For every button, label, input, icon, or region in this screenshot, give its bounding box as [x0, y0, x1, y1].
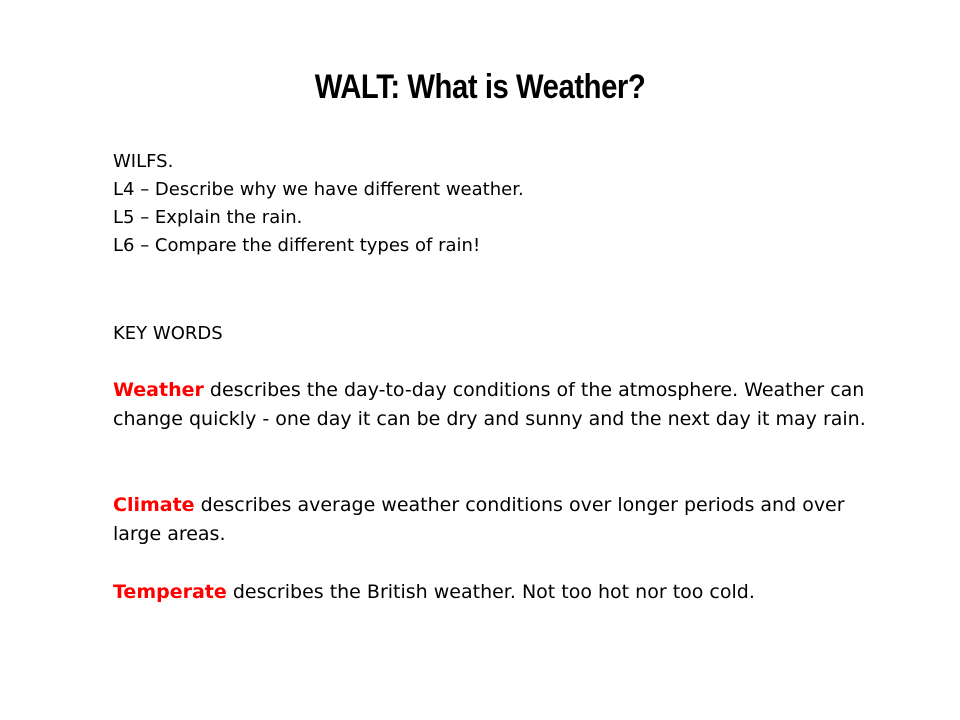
- objective-l5: L5 – Explain the rain.: [113, 207, 303, 228]
- objectives-heading: WILFS.: [113, 151, 174, 172]
- term-weather: Weather: [113, 379, 204, 401]
- definition-weather: [113, 376, 873, 434]
- definition-climate-text: describes average weather conditions over longer periods and over large areas.: [113, 494, 845, 545]
- learning-objectives: [113, 148, 873, 260]
- slide-title: WALT: What is Weather?: [314, 68, 646, 106]
- definition-temperate: [113, 578, 873, 607]
- definition-temperate-text: describes the British weather. Not too hot nor too cold.: [226, 581, 755, 603]
- definition-climate: [113, 491, 873, 549]
- term-temperate: Temperate: [113, 581, 227, 603]
- key-words-heading: KEY WORDS: [113, 323, 223, 344]
- objective-l4: L4 – Describe why we have different weather.: [113, 179, 524, 200]
- objective-l6: L6 – Compare the different types of rain!: [113, 235, 481, 256]
- definition-weather-text: describes the day-to-day conditions of the atmosphere. Weather can change quickly - one day it can be dry and sunny and the next day it may rain.: [113, 379, 866, 430]
- term-climate: Climate: [113, 494, 195, 516]
